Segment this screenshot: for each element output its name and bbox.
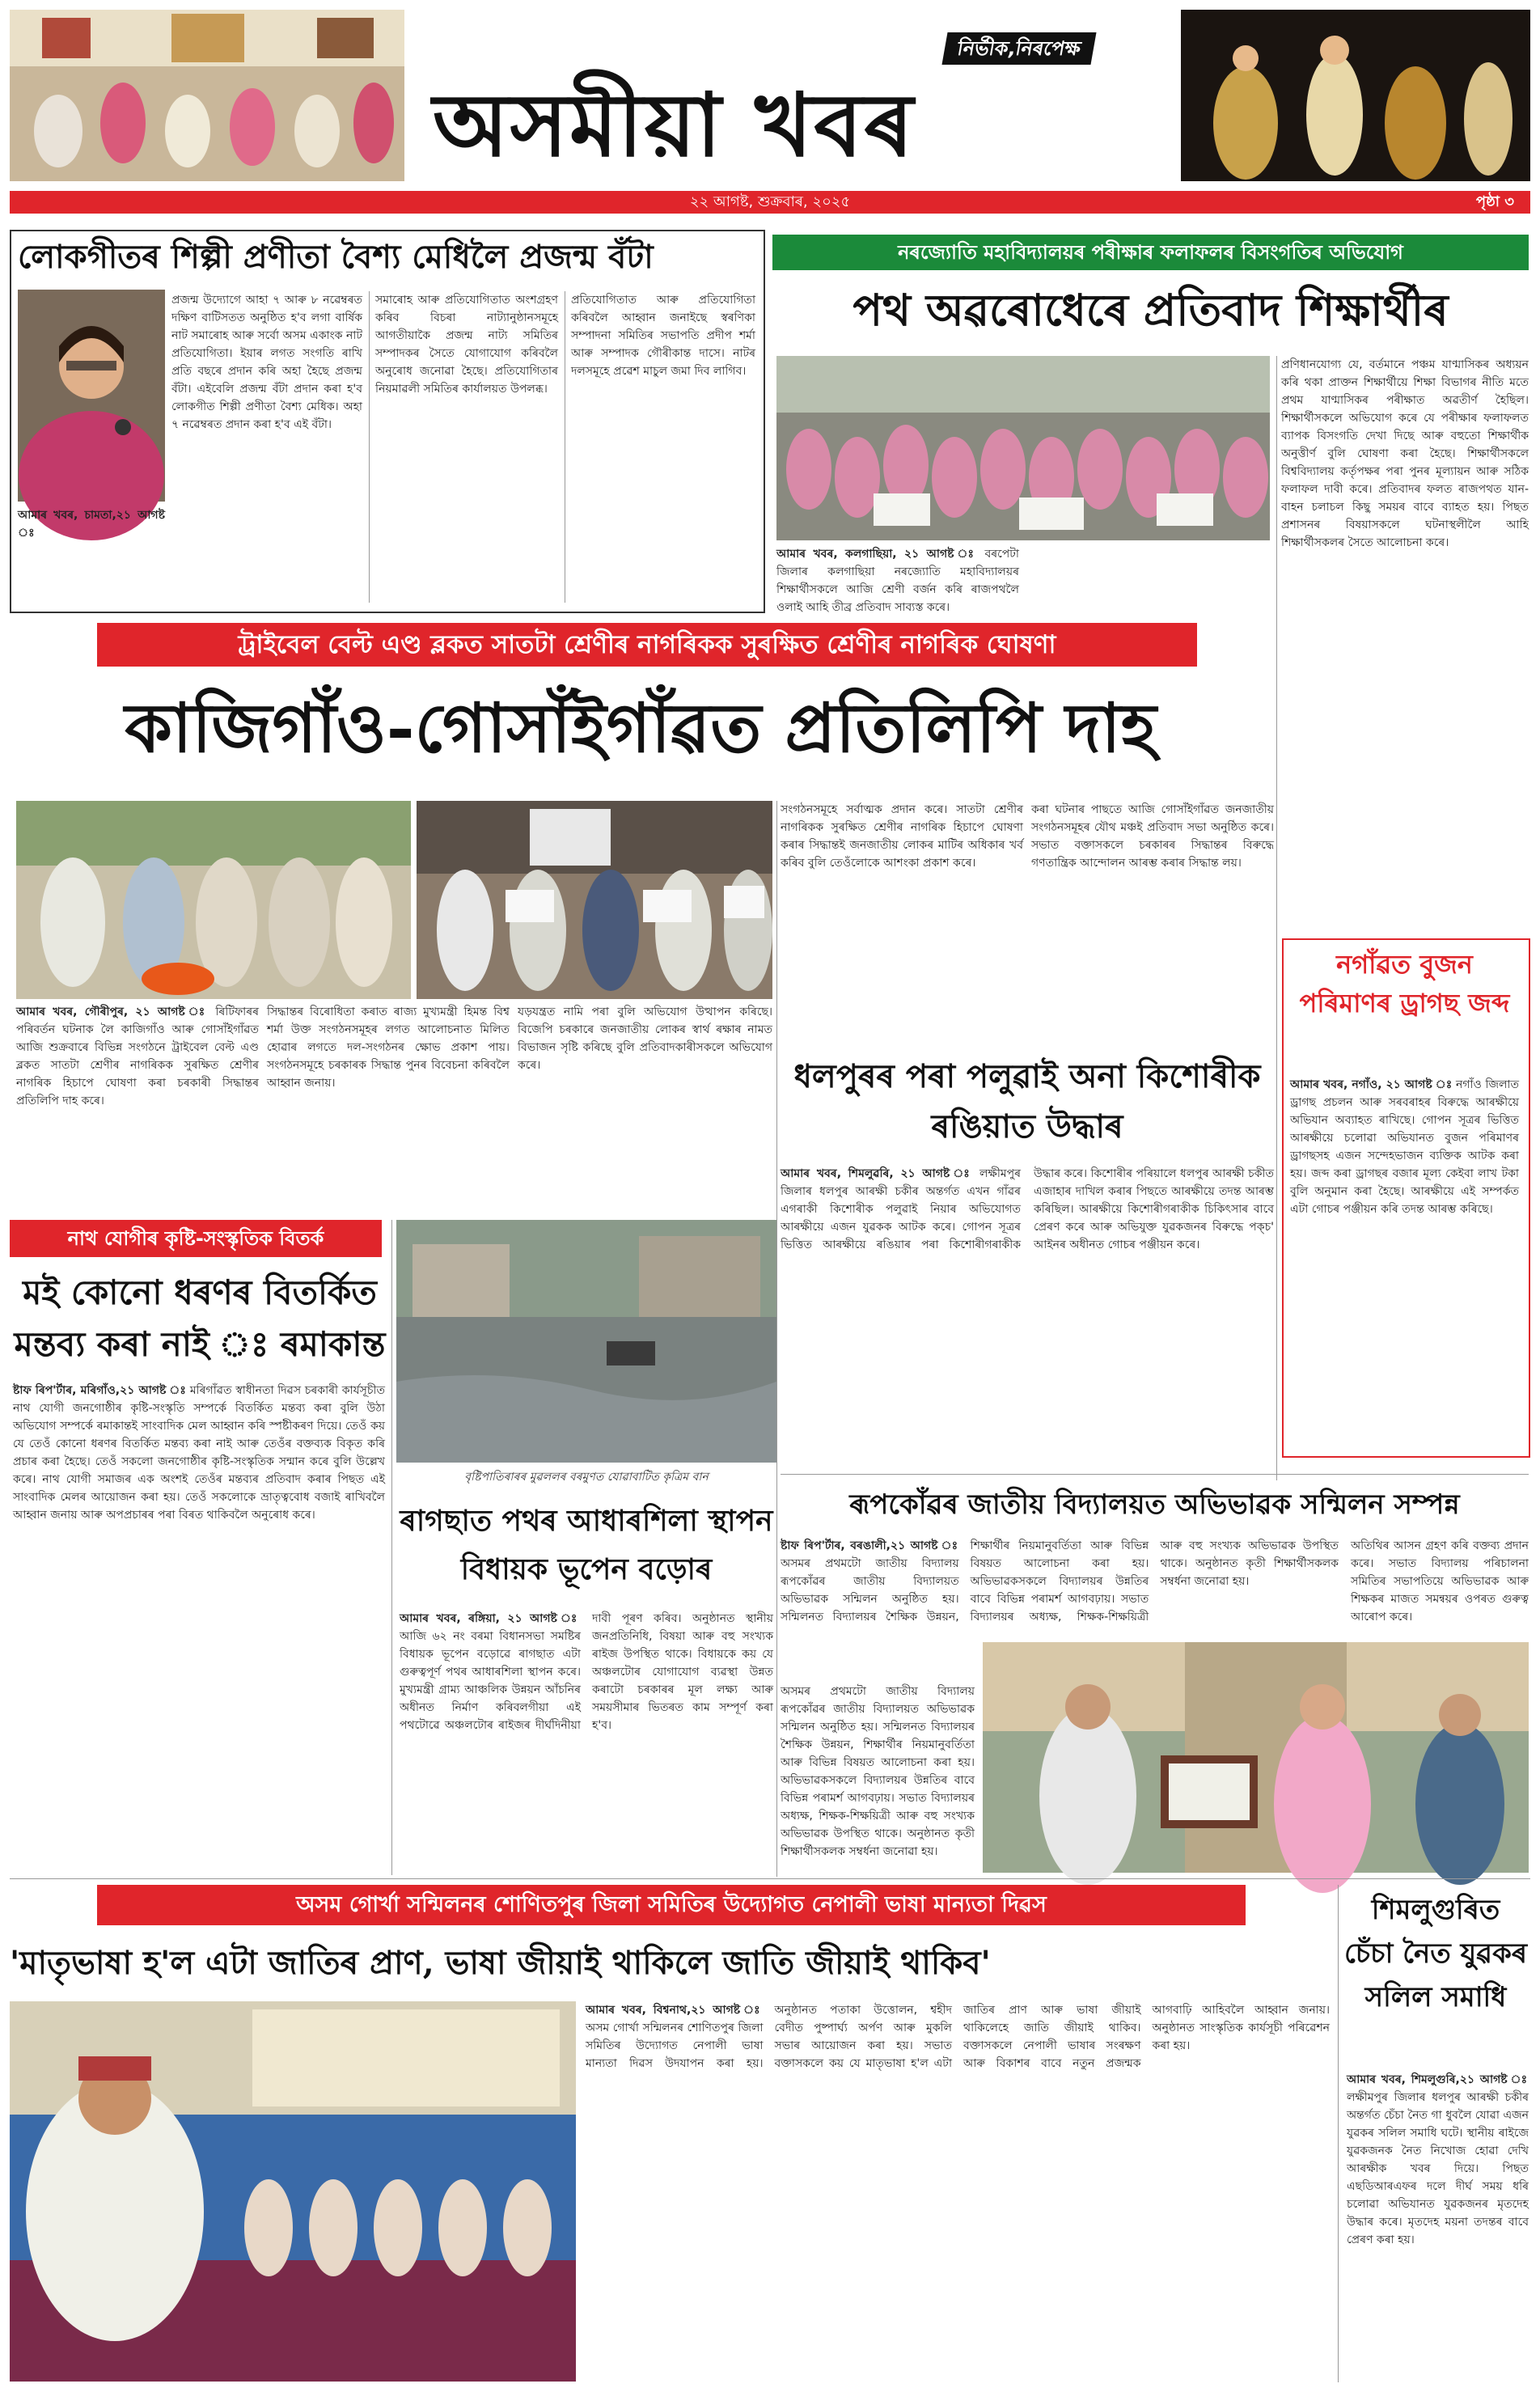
story-2-caption-body: বৰপেটা জিলাৰ কলগাছিয়া নৰজ্যোতি মহাবিদ্যালয়ৰ শিক্ষাৰ্থীসকলে আজি শ্ৰেণী বৰ্জন কৰি ৰাজপথলৈ ওলাই আহি তীব্ৰ প্ৰতিবাদ সাব্যস্ত কৰে।	[776, 548, 1019, 614]
story-3-body-4: সংগঠনসমূহে সৰ্বাত্মক প্ৰদান কৰে। সাতটা শ্ৰেণীৰ নাগৰিকক সুৰক্ষিত শ্ৰেণীৰ নাগৰিক হিচাপে ঘোষণা কৰাৰ সিদ্ধান্তই জনজাতীয় লোকৰ মাটিৰ অধিকাৰ খৰ্ব কৰিব বুলি তেওঁলোকে আশংকা প্ৰকাশ কৰে।	[781, 803, 1023, 870]
story-4-dateline: আমাৰ খবৰ, নগাঁও, ২১ আগষ্ট ঃ	[1290, 1078, 1453, 1091]
story-10-body-text: লক্ষীমপুৰ জিলাৰ ধলপুৰ আৰক্ষী চকীৰ অন্তৰ্গত চেঁচা নৈত গা ধুবলৈ যোৱা এজন যুৱকৰ সলিল সমাধি ঘটে। স্থানীয় ৰাইজে যুৱকজনক নৈত নিখোজ হোৱা দেখি আৰক্ষীক খবৰ দিয়ে। পিছত এছডিআৰএফৰ দলে দীৰ্ঘ সময় ধৰি চলোৱা অভিযানত যুৱকজনৰ মৃতদেহ উদ্ধাৰ কৰে। মৃতদেহ ময়না তদন্তৰ বাবে প্ৰেৰণ কৰা হয়।	[1347, 2091, 1529, 2246]
story-1-body-2: সমাৰোহ আৰু প্ৰতিযোগিতাত অংশগ্ৰহণ কৰিব বিচৰা নাট্যানুষ্ঠানসমূহে আগতীয়াকৈ প্ৰজন্ম নাট্য সমিতিৰ সম্পাদকৰ সৈতে যোগাযোগ কৰিবলৈ অনুৰোধ জনোৱা হৈছে। প্ৰতিযোগিতাৰ নিয়মাৱলী সমিতিৰ কাৰ্যালয়ত উপলব্ধ।	[375, 294, 558, 396]
story-2-strap: নৰজ্যোতি মহাবিদ্যালয়ৰ পৰীক্ষাৰ ফলাফলৰ বিসংগতিৰ অভিযোগ	[772, 235, 1529, 270]
column-rule-c	[1276, 356, 1277, 1480]
story-8-body-left-text: অসমৰ প্ৰথমটো জাতীয় বিদ্যালয় ৰূপকোঁৱৰ জাতীয় বিদ্যালয়ত অভিভাৱক সন্মিলন অনুষ্ঠিত হয়। সন্মিলনত বিদ্যালয়ৰ শৈক্ষিক উন্নয়ন, শিক্ষাৰ্থীৰ নিয়মানুবৰ্তিতা আৰু বিভিন্ন বিষয়ত আলোচনা কৰা হয়। অভিভাৱকসকলে বিদ্যালয়ৰ উন্নতিৰ বাবে বিভিন্ন পৰামৰ্শ আগবঢ়ায়। সভাত বিদ্যালয়ৰ অধ্যক্ষ, শিক্ষক-শিক্ষয়িত্ৰী আৰু বহু সংখ্যক অভিভাৱক উপস্থিত থাকে। অনুষ্ঠানত কৃতী শিক্ষাৰ্থীসকলক সম্বৰ্ধনা জনোৱা হয়।	[781, 1685, 975, 1858]
story-3-strap: ট্ৰাইবেল বেল্ট এণ্ড ব্লকত সাতটা শ্ৰেণীৰ নাগৰিকক সুৰক্ষিত শ্ৰেণীৰ নাগৰিক ঘোষণা	[97, 623, 1197, 667]
story-9-headline: 'মাতৃভাষা হ'ল এটা জাতিৰ প্ৰাণ, ভাষা জীয়াই থাকিলে জাতি জীয়াই থাকিব'	[10, 1944, 991, 1982]
story-3-body-2: সিদ্ধান্তৰ বিৰোধিতা কৰাত ৰাজ্য মুখ্যমন্ত্ৰী হিমন্ত বিশ্ব শৰ্মা উক্ত সংগঠনসমূহৰ লগত আলোচনাত মিলিত হোৱাৰ লগতে দল-সংগঠনৰ ক্ষোভ প্ৰকাশ পায়। সংগঠনসমূহে চৰকাৰক সিদ্ধান্ত পুনৰ বিবেচনা কৰিবলৈ আহ্বান জনায়।	[267, 1006, 510, 1090]
story-1-body-col2	[375, 291, 558, 605]
story-7-headline: ধলপুৰৰ পৰা পলুৱাই অনা কিশোৰীক ৰঙিয়াত উদ্ধাৰ	[793, 1057, 1261, 1145]
page-number: পৃষ্ঠা ৩	[1475, 193, 1514, 210]
story-2-caption-col1	[776, 545, 1019, 614]
story-5-body-text: মৰিগাঁৱত স্বাধীনতা দিৱস চৰকাৰী কাৰ্যসূচীত নাথ যোগী জনগোষ্ঠীৰ কৃষ্টি-সংস্কৃতি সম্পৰ্কে বিতৰ্কিত মন্তব্য কৰা বুলি উঠা অভিযোগ সম্পৰ্কে ৰমাকান্তই সাংবাদিক মেল আহ্বান কৰি স্পষ্টীকৰণ দিয়ে। তেওঁ কয় যে তেওঁ কোনো ধৰণৰ বিতৰ্কিত মন্তব্য কৰা নাই আৰু তেওঁৰ বক্তব্যক বিকৃত কৰি প্ৰচাৰ কৰা হৈছে। তেওঁ সকলো জনগোষ্ঠীৰ কৃষ্টি-সংস্কৃতিক সন্মান কৰে বুলি উল্লেখ কৰে। নাথ যোগী সমাজৰ এক অংশই তেওঁৰ মন্তব্যৰ প্ৰতিবাদ কৰাৰ পিছত এই সাংবাদিক মেলৰ আয়োজন কৰা হয়। তেওঁ সকলোকে ভ্ৰাতৃত্ববোধ বজাই ৰাখিবলৈ আহ্বান জনায় আৰু অপপ্ৰচাৰৰ পৰা বিৰত থাকিবলৈ অনুৰোধ কৰে।	[13, 1384, 385, 1522]
story-2-headline: পথ অৱৰোধেৰে প্ৰতিবাদ শিক্ষাৰ্থীৰ	[852, 284, 1449, 336]
story-4-body	[1290, 1076, 1519, 1448]
story-8-body-b	[1351, 1537, 1529, 1658]
story-4-headline-text: নগাঁৱত বুজন পৰিমাণৰ ড্ৰাগছ জব্দ	[1299, 949, 1510, 1018]
story-4-headline	[1286, 945, 1523, 1066]
column-rule-a	[391, 1220, 392, 1875]
story-10-headline: শিমলুগুৰিত চেঁচা নৈত যুৱকৰ সলিল সমাধি	[1344, 1894, 1527, 2013]
story-3-body-col3	[518, 1003, 772, 1213]
story-6-body-text: আজি ৬২ নং বৰমা বিধানসভা সমষ্টিৰ বিধায়ক ভূপেন বড়োৱে ৰাগছাত এটা গুৰুত্বপূৰ্ণ পথৰ আধাৰশিলা স্থাপন কৰে। মুখ্যমন্ত্ৰী গ্ৰাম্য আঞ্চলিক উন্নয়ন আঁচনিৰ অধীনত নিৰ্মাণ কৰিবলগীয়া এই পথটোৱে অঞ্চলটোৰ ৰাইজৰ দীৰ্ঘদিনীয়া দাবী পূৰণ কৰিব। অনুষ্ঠানত স্থানীয় জনপ্ৰতিনিধি, বিষয়া আৰু বহু সংখ্যক ৰাইজ উপস্থিত থাকে। বিধায়কে কয় যে অঞ্চলটোৰ যোগাযোগ ব্যৱস্থা উন্নত কৰাটো চৰকাৰৰ মূল লক্ষ্য আৰু সময়সীমাৰ ভিতৰত কাম সম্পূৰ্ণ কৰা হ'ব।	[400, 1612, 773, 1732]
row-rule-a	[10, 1878, 1530, 1879]
story-5-body	[13, 1382, 385, 1867]
story-3-body-col5	[1031, 801, 1274, 1044]
story-10-body	[1347, 2071, 1529, 2378]
masthead-photo-left	[10, 10, 404, 181]
masthead-photo-right	[1181, 10, 1530, 181]
story-1-rule-1	[369, 291, 370, 603]
story-6-photo	[396, 1220, 776, 1463]
story-7-body-text: লক্ষীমপুৰ জিলাৰ ধলপুৰ আৰক্ষী চকীৰ অন্তৰ্গত এখন গাঁৱৰ এগৰাকী কিশোৰীক পলুৱাই নিয়াৰ অভিযোগত আৰক্ষীয়ে এজন যুৱকক আটক কৰে। গোপন সূত্ৰৰ ভিত্তিত আৰক্ষীয়ে ৰঙিয়াৰ পৰা কিশোৰীগৰাকীক উদ্ধাৰ কৰে। কিশোৰীৰ পৰিয়ালে ধলপুৰ আৰক্ষী চকীত এজাহাৰ দাখিল কৰাৰ পিছতে আৰক্ষীয়ে তদন্ত আৰম্ভ কৰিছিল। আৰক্ষীয়ে কিশোৰীগৰাকীক চিকিৎসাৰ বাবে প্ৰেৰণ কৰে আৰু অভিযুক্ত যুৱকজনৰ বিৰুদ্ধে পক্‌চ' আইনৰ অধীনত গোচৰ পঞ্জীয়ন কৰে।	[781, 1167, 1274, 1251]
story-3-body-col2	[267, 1003, 510, 1213]
story-6-headline: ৰাগছাত পথৰ আধাৰশিলা স্থাপন বিধায়ক ভূপেন বড়োৰ	[400, 1504, 773, 1586]
column-rule-d	[1338, 1885, 1339, 2382]
story-8-photo	[983, 1642, 1529, 1873]
story-5-headline: মই কোনো ধৰণৰ বিতৰ্কিত মন্তব্য কৰা নাই ঃ ৰমাকান্ত	[14, 1272, 386, 1364]
masthead-title: অসমীয়া খবৰ	[433, 74, 916, 176]
story-3-headline: কাজিগাঁও-গোসাঁইগাঁৱত প্ৰতিলিপি দাহ	[125, 688, 1157, 768]
story-6-caption: বৃষ্টিপাতিৰাৰৰ মুৱললৰ বৰমুণত যোৱাবাটিত কৃত্ৰিম বান	[464, 1471, 709, 1484]
date-bar	[10, 191, 1530, 214]
story-3-body-col4	[781, 801, 1023, 1044]
story-7-body	[781, 1165, 1274, 1456]
story-8-dateline: ষ্টাফ ৰিপ'ৰ্টাৰ, বৰঙালী,২১ আগষ্ট ঃ	[781, 1539, 959, 1552]
story-3-body-col1	[16, 1003, 259, 1213]
story-10-dateline: আমাৰ খবৰ, শিমলুগুৰি,২১ আগষ্ট ঃ	[1347, 2073, 1529, 2086]
story-6-dateline: আমাৰ খবৰ, ৰঙ্গিয়া, ২১ আগষ্ট ঃ	[400, 1612, 581, 1625]
story-3-photo-2	[417, 801, 772, 999]
story-1-body-col1	[171, 291, 362, 605]
story-2-dateline: আমাৰ খবৰ, কলগাছিয়া, ২১ আগষ্ট ঃ	[776, 548, 978, 561]
story-3-body-5: কৰা ঘটনাৰ পাছতে আজি গোসাঁইগাঁৱত জনজাতীয় সংগঠনসমূহৰ যৌথ মঞ্চই প্ৰতিবাদ সভা অনুষ্ঠিত কৰে। সভাত বক্তাসকলে চৰকাৰৰ সিদ্ধান্তৰ বিৰুদ্ধে গণতান্ত্ৰিক আন্দোলন আৰম্ভ কৰাৰ সিদ্ধান্ত লয়।	[1031, 803, 1274, 870]
story-9-body-text: অসম গোৰ্খা সন্মিলনৰ শোণিতপুৰ জিলা সমিতিৰ উদ্যোগত নেপালী ভাষা মান্যতা দিৱস উদযাপন কৰা হয়। অনুষ্ঠানত পতাকা উত্তোলন, শ্বহীদ বেদীত পুষ্পাৰ্ঘ্য অৰ্পণ আৰু মুকলি সভাৰ আয়োজন কৰা হয়। সভাত বক্তাসকলে কয় যে মাতৃভাষা হ'ল এটা জাতিৰ প্ৰাণ আৰু ভাষা জীয়াই থাকিলেহে জাতি জীয়াই থাকিব। বক্তাসকলে নেপালী ভাষাৰ সংৰক্ষণ আৰু বিকাশৰ বাবে নতুন প্ৰজন্মক আগবাঢ়ি আহিবলৈ আহ্বান জনায়। অনুষ্ঠানত সাংস্কৃতিক কাৰ্যসূচী পৰিৱেশন কৰা হয়।	[586, 2004, 1330, 2070]
column-rule-b	[776, 801, 777, 1877]
story-8-body-b-text: অতিথিৰ আসন গ্ৰহণ কৰি বক্তব্য প্ৰদান কৰে। সভাত বিদ্যালয় পৰিচালনা সমিতিৰ সভাপতিয়ে অভিভাৱক আৰু শিক্ষকৰ মাজত সমন্বয়ৰ ওপৰত গুৰুত্ব আৰোপ কৰে।	[1351, 1539, 1529, 1624]
story-3-photo-1	[16, 801, 411, 999]
story-1-dateline-block	[18, 506, 165, 603]
story-1-photo	[18, 290, 165, 502]
story-8-headline: ৰূপকোঁৱৰ জাতীয় বিদ্যালয়ত অভিভাৱক সন্মিলন সম্পন্ন	[849, 1488, 1460, 1521]
story-5-strap: নাথ যোগীৰ কৃষ্টি-সংস্কৃতিক বিতৰ্ক	[10, 1220, 382, 1257]
story-4-body-text: নগাঁও জিলাত ড্ৰাগছ প্ৰচলন আৰু সৰবৰাহৰ বিৰুদ্ধে আৰক্ষীয়ে অভিযান অব্যাহত ৰাখিছে। গোপন সূত্ৰৰ ভিত্তিত আৰক্ষীয়ে চলোৱা অভিযানত বুজন পৰিমাণৰ ড্ৰাগছসহ এজন সন্দেহভাজন ব্যক্তিক আটক কৰা হয়। জব্দ কৰা ড্ৰাগছৰ বজাৰ মূল্য কেইবা লাখ টকা বুলি অনুমান কৰা হৈছে। আৰক্ষীয়ে এই সম্পৰ্কত এটা গোচৰ পঞ্জীয়ন কৰি তদন্ত আৰম্ভ কৰিছে।	[1290, 1078, 1519, 1216]
story-3-body-1: ৰিটিফাৰৰ পৰিবৰ্তন ঘটনাক লৈ কাজিগাঁও আৰু গোসাঁইগাঁৱত আজি শুক্ৰবাৰে বিভিন্ন সংগঠনে ট্ৰাইবেল বেল্ট এণ্ড ব্লকত সাতটা শ্ৰেণীৰ নাগৰিকক সুৰক্ষিত শ্ৰেণীৰ নাগৰিক হিচাপে ঘোষণা কৰা চৰকাৰী সিদ্ধান্তৰ প্ৰতিলিপি দাহ কৰে।	[16, 1006, 260, 1107]
story-2-body	[1281, 356, 1529, 922]
story-9-dateline: আমাৰ খবৰ, বিশ্বনাথ,২১ আগষ্ট ঃ	[586, 2004, 764, 2017]
story-3-dateline: আমাৰ খবৰ, গৌৰীপুৰ, ২১ আগষ্ট ঃ	[16, 1006, 209, 1018]
row-rule-b	[781, 1474, 1529, 1475]
story-9-body	[586, 2001, 1330, 2382]
story-2-photo	[776, 356, 1270, 540]
story-7-dateline: আমাৰ খবৰ, শিমলুৱৰি, ২১ আগষ্ট ঃ	[781, 1167, 973, 1180]
story-6-body	[400, 1610, 773, 1869]
story-5-dateline: ষ্টাফ ৰিপ'ৰ্টাৰ, মৰিগাঁও,২১ আগষ্ট ঃ	[13, 1384, 187, 1397]
story-1-body-3: প্ৰতিযোগিতাত আৰু প্ৰতিযোগিতা কৰিবলৈ আহ্বান জনাইছে স্বৰণিকা সম্পাদনা সমিতিৰ সভাপতি প্ৰদীপ শৰ্মা আৰু সম্পাদক গৌৰীকান্ত দাসে। নাটৰ দলসমূহে প্ৰৱেশ মাচুল জমা দিব লাগিব।	[571, 294, 755, 378]
story-1-body-1: প্ৰজন্ম উদ্যোগে আহা ৭ আৰু ৮ নৱেম্বৰত দক্ষিণ বাটিসতত অনুষ্ঠিত হ'ব লগা বাৰ্ষিক নাট সমাৰোহ আৰু সৰ্বো অসম একাংক নাট প্ৰতিযোগিতা। ইয়াৰ লগত সংগতি ৰাখি প্ৰতি বছৰে প্ৰদান কৰি অহা হৈছে প্ৰজন্ম বঁটা। এইবেলি প্ৰজন্ম বঁটা প্ৰদান কৰা হ'ব লোকগীত শিল্পী প্ৰণীতা বৈশ্য মেধিক। অহা ৭ নৱেম্বৰত প্ৰদান কৰা হ'ব এই বঁটা।	[171, 294, 362, 431]
story-1-dateline: আমাৰ খবৰ, চামতা,২১ আগষ্ট ঃ	[18, 509, 165, 540]
story-9-photo	[10, 2001, 576, 2382]
story-3-body-3: যড়যন্ত্ৰত নামি পৰা বুলি অভিযোগ উত্থাপন কৰিছে। বিজেপি চৰকাৰে জনজাতীয় লোকৰ স্বাৰ্থ ৰক্ষাৰ নামত বিভাজন সৃষ্টি কৰিছে বুলি প্ৰতিবাদকাৰীসকলে অভিযোগ কৰে।	[518, 1006, 772, 1072]
story-1-headline: লোকগীতৰ শিল্পী প্ৰণীতা বৈশ্য মেধিলৈ প্ৰজন্ম বঁটা	[18, 238, 654, 276]
masthead-tagline: নিৰ্ভীক,নিৰপেক্ষ	[941, 32, 1096, 65]
story-2-body-text: প্ৰণিধানযোগ্য যে, বৰ্তমানে পঞ্চম যাণ্মাসিকৰ অধ্যয়ন কৰি থকা প্ৰাক্তন শিক্ষাৰ্থীয়ে শিক্ষা বিভাগৰ নীতি মতে প্ৰথম যাণ্মাসিকৰ পৰীক্ষাত অৱতীৰ্ণ হৈছিল। শিক্ষাৰ্থীসকলে অভিযোগ কৰে যে পৰীক্ষাৰ ফলাফলত ব্যাপক বিসংগতি দেখা দিছে আৰু বহুতো শিক্ষাৰ্থীক অনুত্তীৰ্ণ বুলি ঘোষণা কৰা হৈছে। শিক্ষাৰ্থীসকলে বিশ্ববিদ্যালয় কৰ্তৃপক্ষৰ পৰা পুনৰ মূল্যায়ন আৰু সঠিক ফলাফল দাবী কৰে। প্ৰতিবাদৰ ফলত ৰাজপথত যান-বাহন চলাচল কিছু সময়ৰ বাবে ব্যাহত হয়। পিছত প্ৰশাসনৰ বিষয়াসকলে ঘটনাস্থলীলৈ আহি শিক্ষাৰ্থীসকলৰ সৈতে আলোচনা কৰে।	[1281, 358, 1529, 549]
story-8-body-text: অসমৰ প্ৰথমটো জাতীয় বিদ্যালয় ৰূপকোঁৱৰ জাতীয় বিদ্যালয়ত অভিভাৱক সন্মিলন অনুষ্ঠিত হয়। সন্মিলনত বিদ্যালয়ৰ শৈক্ষিক উন্নয়ন, শিক্ষাৰ্থীৰ নিয়মানুবৰ্তিতা আৰু বিভিন্ন বিষয়ত আলোচনা কৰা হয়। অভিভাৱকসকলে বিদ্যালয়ৰ উন্নতিৰ বাবে বিভিন্ন পৰামৰ্শ আগবঢ়ায়। সভাত বিদ্যালয়ৰ অধ্যক্ষ, শিক্ষক-শিক্ষয়িত্ৰী আৰু বহু সংখ্যক অভিভাৱক উপস্থিত থাকে। অনুষ্ঠানত কৃতী শিক্ষাৰ্থীসকলক সম্বৰ্ধনা জনোৱা হয়।	[781, 1539, 1339, 1624]
story-1-body-col3	[571, 291, 755, 605]
issue-date: ২২ আগষ্ট, শুক্ৰবাৰ, ২০২৫	[689, 193, 851, 210]
story-8-body-col-left	[781, 1683, 975, 1869]
story-9-strap: অসম গোৰ্খা সন্মিলনৰ শোণিতপুৰ জিলা সমিতিৰ উদ্যোগত নেপালী ভাষা মান্যতা দিৱস	[97, 1885, 1246, 1925]
